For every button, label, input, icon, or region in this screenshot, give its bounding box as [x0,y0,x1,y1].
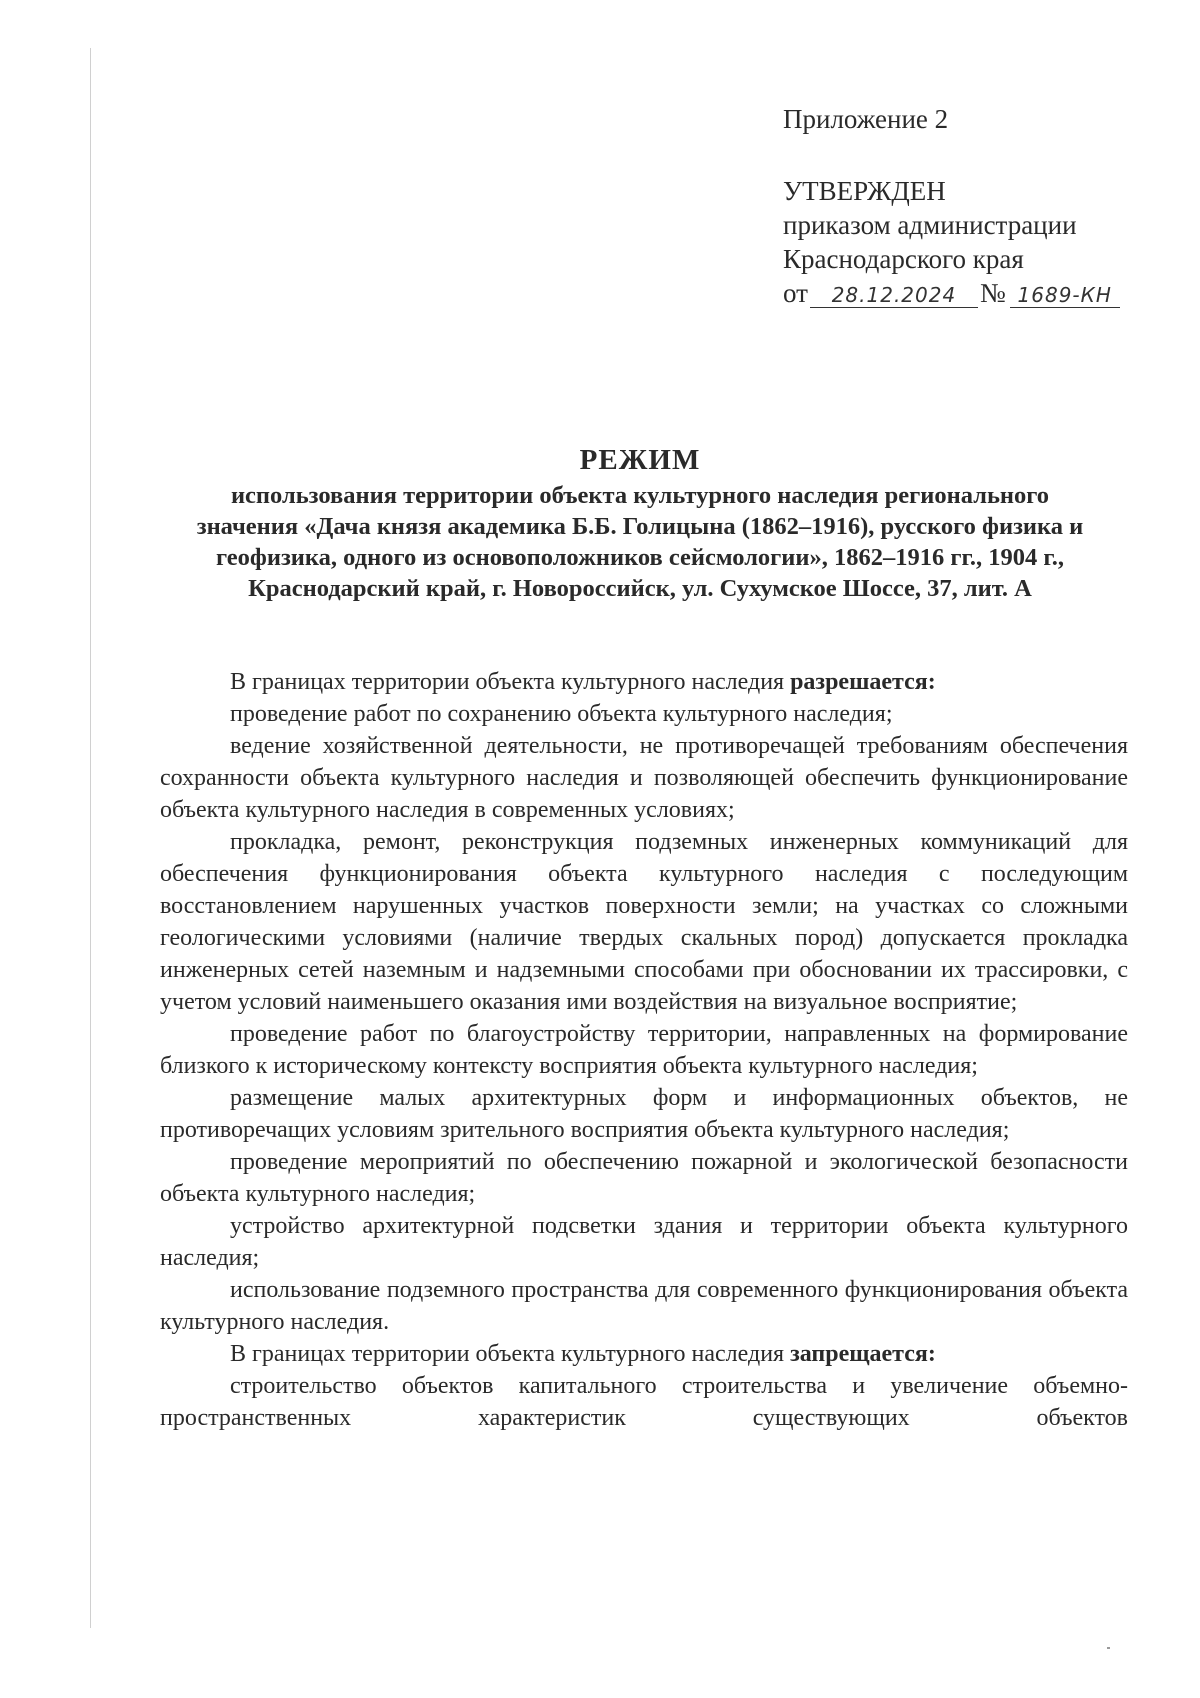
forbidden-item: строительство объектов капитального строительства и увеличение объемно-пространственных характеристик существующих объектов [160,1373,1128,1431]
order-number-handwritten: 1689-КН [1010,283,1120,308]
approved-by-line-2: Краснодарского края [783,244,1024,274]
approved-label: УТВЕРЖДЕН [783,176,946,206]
number-label: № [979,278,1006,308]
allowed-intro-paragraph [160,666,1128,698]
allowed-item: устройство архитектурной подсветки здания и территории объекта культурного наследия; [160,1213,1128,1271]
page-margin-line [90,48,91,1628]
order-date-number-line [783,276,1120,310]
forbidden-keyword: запрещается: [790,1341,936,1367]
title-heading: РЕЖИМ [579,444,701,476]
forbidden-intro-paragraph [160,1338,1128,1370]
forbidden-intro-text: В границах территории объекта культурного наследия [230,1341,785,1367]
allowed-item: использование подземного пространства для современного функционирования объекта культурного наследия. [160,1277,1128,1335]
allowed-keyword: разрешается: [790,669,936,695]
approval-block [783,102,1120,310]
allowed-item: проведение работ по благоустройству территории, направленных на формирование близкого к историческому контексту восприятия объекта культурного наследия; [160,1021,1128,1079]
document-title [140,442,1140,604]
approved-by-line-1: приказом администрации [783,210,1077,240]
allowed-item: размещение малых архитектурных форм и информационных объектов, не противоречащих условиям зрительного восприятия объекта культурного наследия; [160,1085,1128,1143]
order-date-handwritten: 28.12.2024 [810,283,978,308]
appendix-label: Приложение 2 [783,104,949,134]
scan-speck [1107,1647,1110,1649]
allowed-item: проведение мероприятий по обеспечению пожарной и экологической безопасности объекта культурного наследия; [160,1149,1128,1207]
document-body [160,666,1128,1434]
from-label: от [783,278,808,308]
allowed-item: ведение хозяйственной деятельности, не противоречащей требованиям обеспечения сохранности объекта культурного наследия и позволяющей обеспечить функционирование объекта культурного наследия в современных условиях; [160,733,1128,823]
allowed-item: проведение работ по сохранению объекта культурного наследия; [230,701,893,727]
allowed-intro-text: В границах территории объекта культурного наследия [230,669,785,695]
allowed-item: прокладка, ремонт, реконструкция подземных инженерных коммуникаций для обеспечения функционирования объекта культурного наследия с последующим восстановлением нарушенных участков поверхности земли; на участках со сложными геологическими условиями (наличие твердых скальных пород) допускается прокладка инженерных сетей наземным и надземными способами при обосновании их трассировки, с учетом условий наименьшего оказания ими воздействия на визуальное восприятие; [160,829,1128,1015]
title-subtitle: использования территории объекта культурного наследия регионального значения «Дача князя академика Б.Б. Голицына (1862–1916), русского физика и геофизика, одного из основоположников сейсмологии», 1862–1916 гг., 1904 г., Краснодарский край, г. Новороссийск, ул. Сухумское Шоссе, 37, лит. А [196,482,1084,602]
